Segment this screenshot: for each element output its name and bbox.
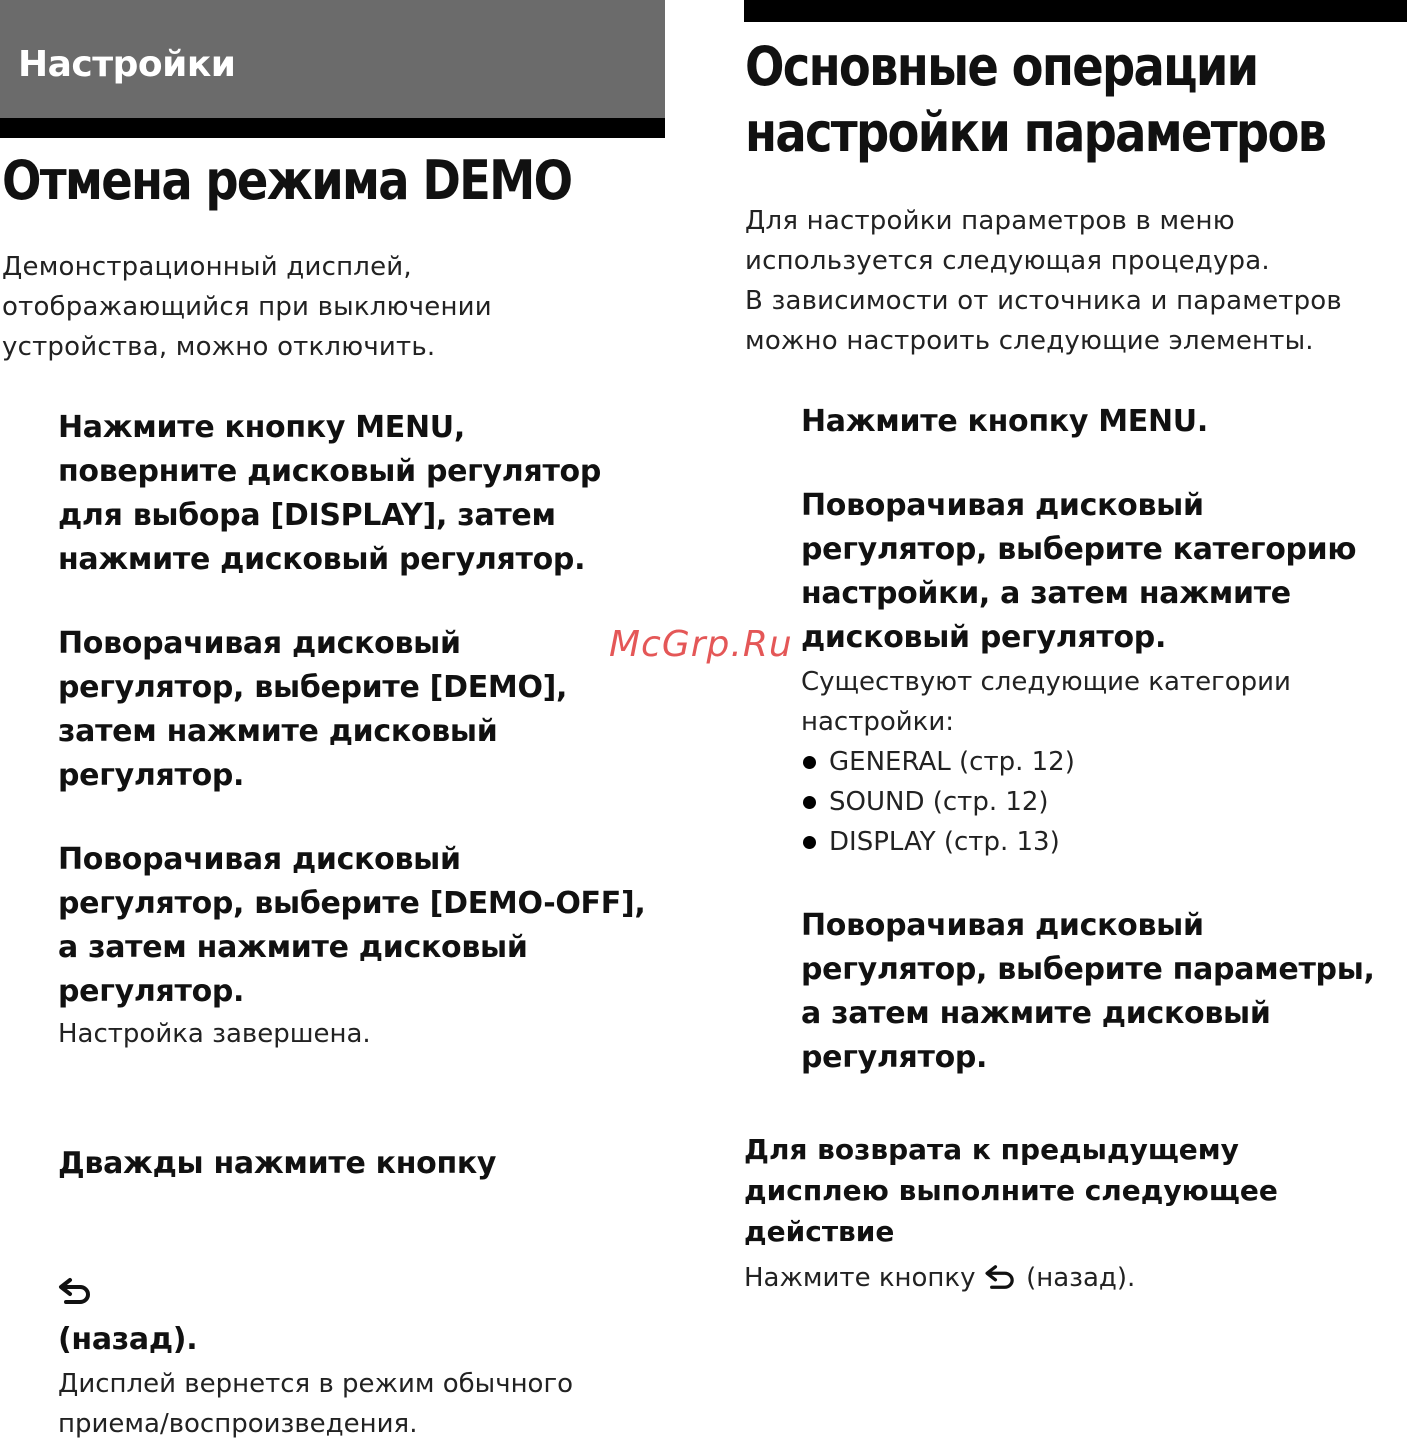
section-rule — [0, 118, 665, 138]
section-title: Настройки — [18, 44, 236, 85]
heading-line-1: Основные операции — [745, 35, 1258, 98]
settings-step-1 — [801, 400, 1407, 444]
demo-step-4-line2: (назад). — [58, 1322, 198, 1357]
demo-intro: Демонстрационный дисплей, отображающийся при выключении устройства, можно отключить. — [2, 252, 492, 362]
demo-step-4-note: Дисплей вернется в режим обычного приема/воспроизведения. — [58, 1369, 574, 1439]
demo-step-3-text: Поворачивая дисковый регулятор, выберите [DEMO-OFF], а затем нажмите дисковый регулятор. — [58, 842, 646, 1009]
demo-step-3 — [58, 838, 678, 1054]
right-column — [744, 0, 1407, 1293]
demo-step-2 — [58, 622, 678, 798]
page-heading-demo: Отмена режима DEMO — [2, 149, 572, 212]
settings-step-2-note: Существуют следующие категории настройки: — [801, 667, 1291, 737]
bullet-dot — [803, 796, 816, 809]
settings-step-3 — [801, 904, 1407, 1080]
basic-ops-intro: Для настройки параметров в меню используется следующая процедура. В зависимости от источника и параметров можно настроить следующие элементы. — [745, 206, 1342, 356]
category-item-display: DISPLAY (стр. 13) — [801, 822, 1407, 862]
right-top-rule — [744, 0, 1407, 22]
return-text-after: (назад). — [1026, 1263, 1136, 1293]
bullet-dot — [803, 756, 816, 769]
demo-step-1-text: Нажмите кнопку MENU, поверните дисковый регулятор для выбора [DISPLAY], затем нажмите дисковый регулятор. — [58, 410, 602, 577]
section-title-bar — [0, 0, 665, 118]
category-item-general: GENERAL (стр. 12) — [801, 742, 1407, 782]
return-instruction — [744, 1258, 1135, 1302]
category-list — [801, 742, 1407, 862]
back-arrow-icon — [58, 1230, 94, 1318]
settings-step-3-text: Поворачивая дисковый регулятор, выберите параметры, а затем нажмите дисковый регулятор. — [801, 908, 1375, 1075]
demo-step-4-line1: Дважды нажмите кнопку — [58, 1146, 497, 1181]
page-heading-basic-ops — [745, 34, 1325, 166]
settings-step-2 — [801, 484, 1407, 862]
bullet-dot — [803, 836, 816, 849]
return-text-before: Нажмите кнопку — [744, 1263, 976, 1293]
return-subheading: Для возврата к предыдущему дисплею выполните следующее действие — [744, 1133, 1278, 1248]
back-arrow-icon — [984, 1262, 1018, 1302]
demo-step-4-text — [58, 1098, 678, 1362]
settings-step-1-text: Нажмите кнопку MENU. — [801, 404, 1208, 439]
demo-step-3-note: Настройка завершена. — [58, 1019, 371, 1049]
watermark: McGrp.Ru — [609, 624, 793, 665]
demo-step-1 — [58, 406, 678, 582]
demo-step-4 — [58, 1098, 678, 1444]
demo-step-2-text: Поворачивая дисковый регулятор, выберите [DEMO], затем нажмите дисковый регулятор. — [58, 626, 568, 793]
category-item-sound: SOUND (стр. 12) — [801, 782, 1407, 822]
settings-step-2-text: Поворачивая дисковый регулятор, выберите категорию настройки, а затем нажмите дисковый регулятор. — [801, 488, 1357, 655]
heading-line-2: настройки параметров — [745, 101, 1326, 164]
left-column — [0, 0, 665, 1439]
